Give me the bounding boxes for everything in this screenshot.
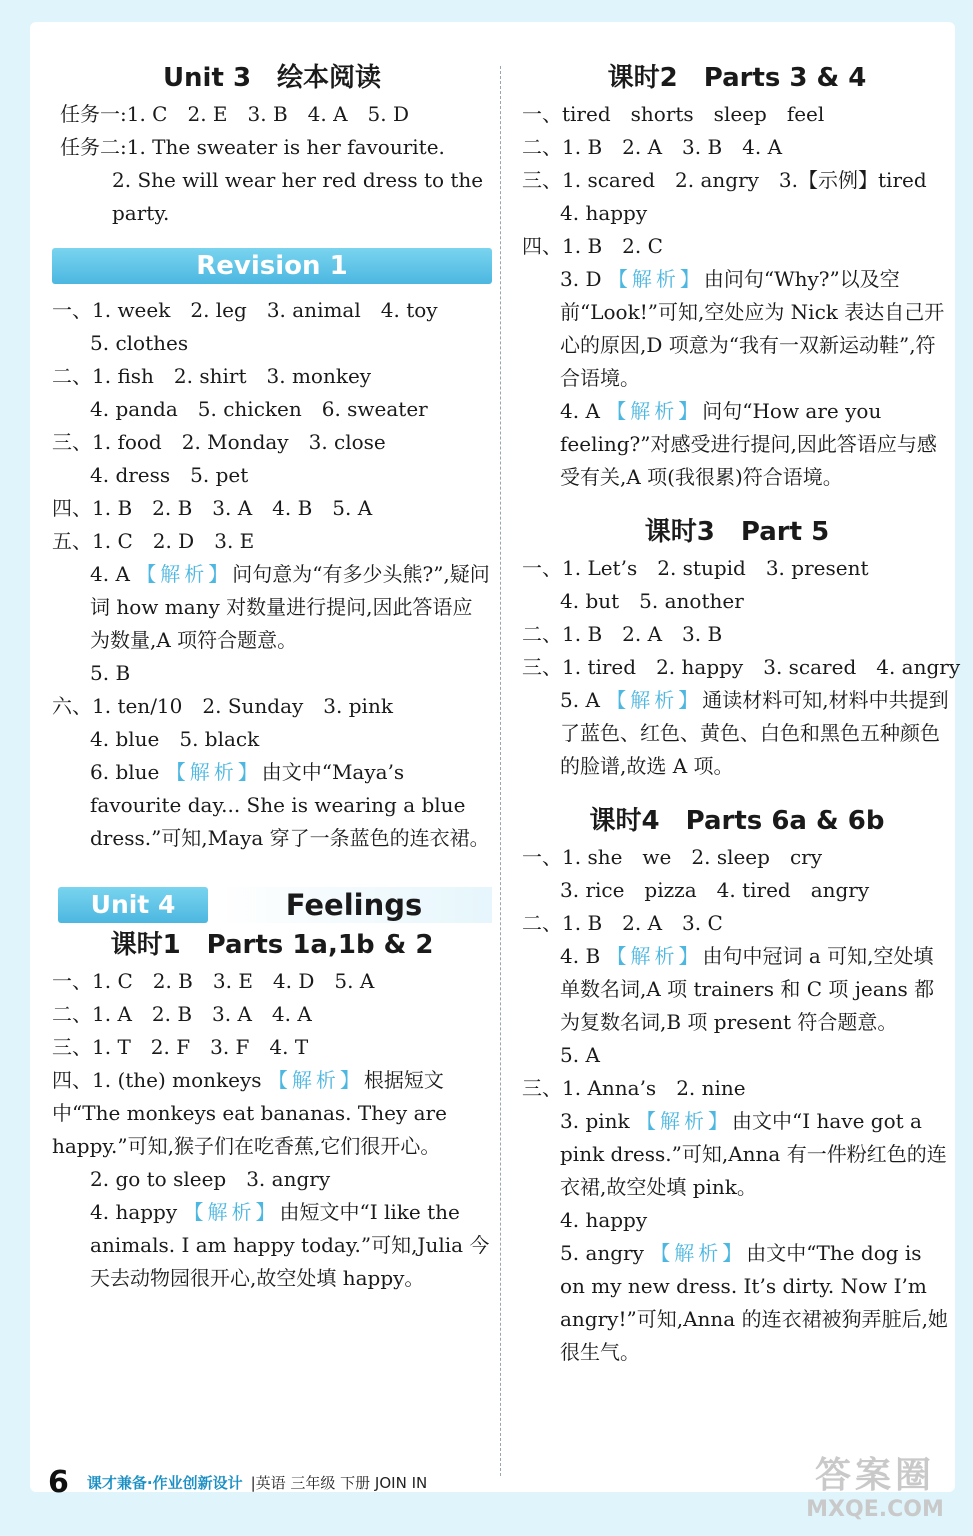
answer-line: 一、1. Let’s 2. stupid 3. present bbox=[522, 556, 869, 580]
answer-line: 三、1. food 2. Monday 3. close bbox=[52, 430, 386, 454]
answer-line: 二、1. B 2. A 3. B 4. A bbox=[522, 135, 783, 159]
explanation-text: 由文中“Maya’s favourite day... She is wearing a blue dress.”可知,Maya 穿了一条蓝色的连衣裙。 bbox=[90, 760, 490, 850]
unit4-name: Feelings bbox=[216, 887, 492, 923]
page-number: 6 bbox=[48, 1464, 69, 1500]
footer-meta: |英语 三年级 下册 JOIN IN bbox=[250, 1473, 428, 1492]
page-footer bbox=[48, 1462, 427, 1502]
explanation-block bbox=[52, 1064, 492, 1163]
answer-line: 4. panda 5. chicken 6. sweater bbox=[90, 397, 428, 421]
answer-prefix: 5. angry bbox=[560, 1241, 644, 1265]
answer-prefix: 四、1. (the) monkeys bbox=[52, 1068, 262, 1092]
explanation-block bbox=[522, 1105, 952, 1204]
answer-line: 一、1. C 2. B 3. E 4. D 5. A bbox=[52, 969, 375, 993]
analysis-tag: 【解析】 bbox=[267, 1068, 364, 1092]
answer-line: 一、1. week 2. leg 3. animal 4. toy bbox=[52, 298, 438, 322]
answer-line: 三、1. tired 2. happy 3. scared 4. angry bbox=[522, 655, 961, 679]
explanation-text: 问句“How are you feeling?”对感受进行提问,因此答语应与感受有关,A 项(我很累)符合语境。 bbox=[560, 399, 937, 489]
answer-line: 5. A bbox=[560, 1043, 600, 1067]
answer-line: 4. happy bbox=[560, 1208, 648, 1232]
lesson2-title: 课时2 Parts 3 & 4 bbox=[607, 63, 867, 93]
answer-line: 4. happy bbox=[560, 201, 648, 225]
explanation-text: 根据短文中“The monkeys eat bananas. They are happy.”可知,猴子们在吃香蕉,它们很开心。 bbox=[52, 1068, 447, 1158]
analysis-tag: 【解析】 bbox=[606, 399, 703, 423]
answer-line: 任务一:1. C 2. E 3. B 4. A 5. D bbox=[60, 102, 410, 126]
explanation-text: 由问句“Why?”以及空前“Look!”可知,空处应为 Nick 表达自己开心的原因,D 项意为“我有一双新运动鞋”,符合语境。 bbox=[560, 267, 945, 390]
answer-line: 2. She will wear her red dress to the bbox=[112, 168, 484, 192]
answer-line: 3. rice pizza 4. tired angry bbox=[560, 878, 870, 902]
answer-line: party. bbox=[112, 201, 170, 225]
answer-prefix: 6. blue bbox=[90, 760, 160, 784]
answer-line: 4. dress 5. pet bbox=[90, 463, 249, 487]
answer-line: 四、1. B 2. B 3. A 4. B 5. A bbox=[52, 496, 373, 520]
explanation-text: 由句中冠词 a 可知,空处填单数名词,A 项 trainers 和 C 项 jeans 都为复数名词,B 项 present 符合题意。 bbox=[560, 944, 935, 1034]
answer-prefix: 4. A bbox=[560, 399, 600, 423]
explanation-text: 由文中“I have got a pink dress.”可知,Anna 有一件粉红色的连衣裙,故空处填 pink。 bbox=[560, 1109, 947, 1199]
watermark-url: MXQE.COM bbox=[806, 1497, 944, 1522]
analysis-tag: 【解析】 bbox=[183, 1200, 280, 1224]
explanation-text: 问句意为“有多少头熊?”,疑问词 how many 对数量进行提问,因此答语应为数量,A 项符合题意。 bbox=[90, 562, 490, 652]
explanation-block bbox=[52, 756, 492, 855]
answer-line: 三、1. T 2. F 3. F 4. T bbox=[52, 1035, 309, 1059]
right-column bbox=[522, 22, 961, 1369]
answer-prefix: 4. happy bbox=[90, 1200, 178, 1224]
explanation-block bbox=[522, 263, 952, 395]
answer-line: 二、1. A 2. B 3. A 4. A bbox=[52, 1002, 312, 1026]
explanation-block bbox=[522, 1237, 952, 1369]
lesson3-title: 课时3 Part 5 bbox=[644, 517, 830, 547]
watermark-logo bbox=[790, 1455, 960, 1527]
answer-prefix: 5. A bbox=[560, 688, 600, 712]
answer-line: 二、1. B 2. A 3. B bbox=[522, 622, 723, 646]
page bbox=[30, 22, 961, 1492]
answer-line: 4. blue 5. black bbox=[90, 727, 260, 751]
answer-line: 五、1. C 2. D 3. E bbox=[52, 529, 255, 553]
answer-line: 一、tired shorts sleep feel bbox=[522, 102, 825, 126]
answer-line: 三、1. Anna’s 2. nine bbox=[522, 1076, 746, 1100]
answer-prefix: 3. D bbox=[560, 267, 602, 291]
analysis-tag: 【解析】 bbox=[606, 944, 703, 968]
answer-line: 5. clothes bbox=[90, 331, 189, 355]
answer-line: 5. B bbox=[90, 661, 131, 685]
revision-banner: Revision 1 bbox=[52, 248, 492, 284]
lesson4-title: 课时4 Parts 6a & 6b bbox=[589, 806, 885, 836]
answer-line: 二、1. fish 2. shirt 3. monkey bbox=[52, 364, 372, 388]
answer-line: 三、1. scared 2. angry 3.【示例】tired bbox=[522, 168, 927, 192]
explanation-block bbox=[52, 1196, 492, 1295]
answer-line: 4. but 5. another bbox=[560, 589, 744, 613]
analysis-tag: 【解析】 bbox=[165, 760, 262, 784]
column-divider bbox=[500, 66, 501, 1476]
analysis-tag: 【解析】 bbox=[136, 562, 233, 586]
answer-line: 六、1. ten/10 2. Sunday 3. pink bbox=[52, 694, 393, 718]
explanation-block bbox=[522, 395, 952, 494]
explanation-text: 由短文中“I like the animals. I am happy today.”可知,Julia 今天去动物园很开心,故空处填 happy。 bbox=[90, 1200, 490, 1290]
footer-brand: 课才兼备·作业创新设计 bbox=[86, 1473, 243, 1492]
unit3-title: Unit 3 绘本阅读 bbox=[162, 63, 382, 93]
answer-line: 2. go to sleep 3. angry bbox=[90, 1167, 331, 1191]
answer-prefix: 3. pink bbox=[560, 1109, 630, 1133]
analysis-tag: 【解析】 bbox=[636, 1109, 732, 1133]
unit4-badge: Unit 4 bbox=[58, 887, 208, 923]
explanation-text: 由文中“The dog is on my new dress. It’s dirty. Now I’m angry!”可知,Anna 的连衣裙被狗弄脏后,她很生气。 bbox=[560, 1241, 948, 1364]
answer-line: 一、1. she we 2. sleep cry bbox=[522, 845, 823, 869]
explanation-block bbox=[522, 684, 952, 783]
explanation-block bbox=[52, 558, 492, 657]
explanation-text: 通读材料可知,材料中共提到了蓝色、红色、黄色、白色和黑色五种颜色的脸谱,故选 A 项。 bbox=[560, 688, 949, 778]
answer-line: 任务二:1. The sweater is her favourite. bbox=[60, 135, 445, 159]
watermark-text: 答案圈 bbox=[814, 1455, 935, 1496]
analysis-tag: 【解析】 bbox=[607, 267, 704, 291]
lesson1-title: 课时1 Parts 1a,1b & 2 bbox=[110, 930, 434, 960]
analysis-tag: 【解析】 bbox=[606, 688, 703, 712]
answer-prefix: 4. B bbox=[560, 944, 601, 968]
answer-line: 二、1. B 2. A 3. C bbox=[522, 911, 723, 935]
explanation-block bbox=[522, 940, 952, 1039]
answer-line: 四、1. B 2. C bbox=[522, 234, 663, 258]
unit4-header bbox=[58, 885, 492, 925]
answer-prefix: 4. A bbox=[90, 562, 130, 586]
analysis-tag: 【解析】 bbox=[650, 1241, 747, 1265]
left-column bbox=[52, 22, 492, 1295]
